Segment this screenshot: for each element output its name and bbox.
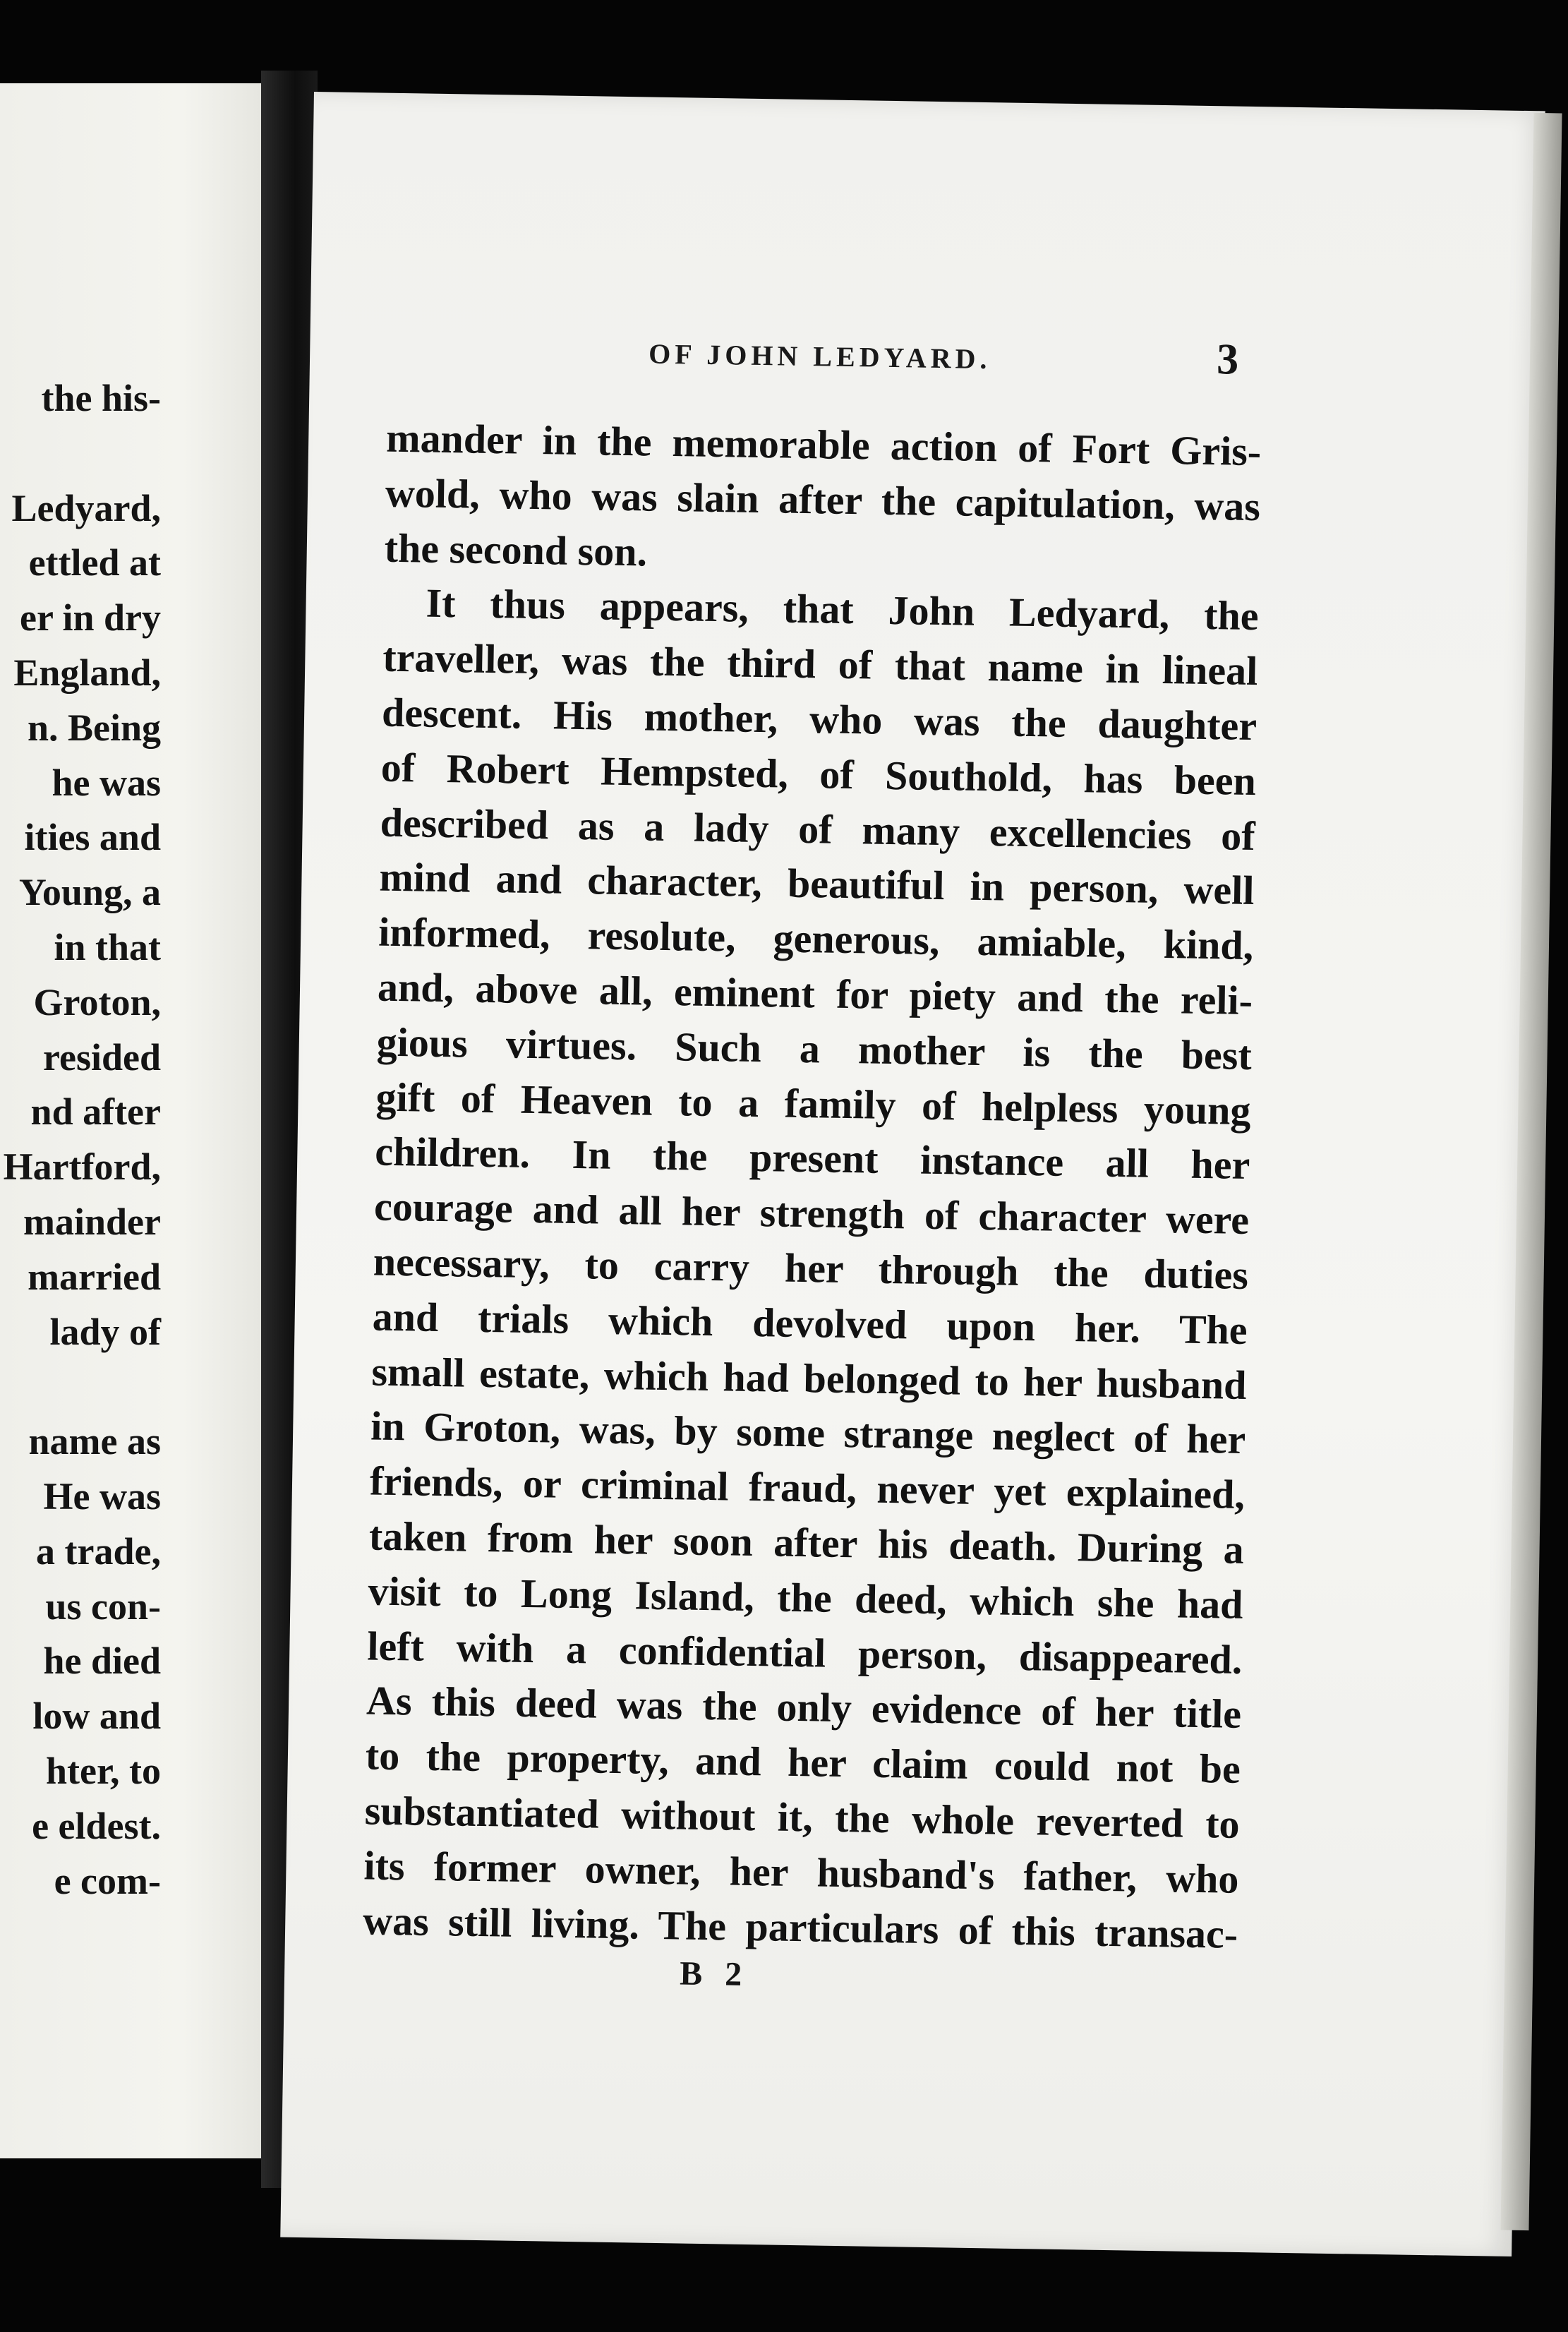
- left-line: low and: [32, 1695, 161, 1738]
- page-number: 3: [1216, 335, 1239, 384]
- left-line: hter, to: [46, 1749, 161, 1792]
- signature-mark: B 2: [679, 1954, 749, 1994]
- text-line: gift of Heaven to a family of helpless young: [375, 1074, 1252, 1134]
- left-line: name as: [28, 1420, 161, 1463]
- text-line: substantiated without it, the whole reverted to: [364, 1787, 1241, 1847]
- left-line: resided: [42, 1035, 161, 1078]
- left-line: England,: [13, 651, 161, 694]
- text-line: and, above all, eminent for piety and the reli-: [377, 963, 1253, 1024]
- text-line: informed, resolute, generous, amiable, kind,: [378, 908, 1254, 969]
- left-line: Hartford,: [3, 1146, 161, 1189]
- text-line: mind and character, beautiful in person, well: [379, 853, 1255, 914]
- left-line: a trade,: [36, 1529, 161, 1573]
- text-line: was still living. The particulars of this transac-: [362, 1897, 1238, 1957]
- text-line: and trials which devolved upon her. The: [372, 1293, 1248, 1353]
- left-line: n. Being: [27, 706, 161, 749]
- text-line: descent. His mother, who was the daughter: [381, 689, 1258, 750]
- right-page: [280, 92, 1545, 2256]
- text-line: It thus appears, that John Ledyard, the: [426, 579, 1260, 639]
- left-page: [0, 83, 261, 2158]
- left-line: the his-: [41, 377, 161, 419]
- left-line: e com-: [54, 1859, 161, 1902]
- text-line: its former owner, her husband's father, who: [363, 1842, 1239, 1902]
- left-line: Ledyard,: [11, 486, 161, 529]
- text-line: of Robert Hempsted, of Southold, has been: [380, 744, 1257, 804]
- left-line: he was: [52, 761, 161, 804]
- text-line: the second son.: [384, 524, 648, 575]
- left-line: Groton,: [33, 980, 161, 1023]
- text-line: As this deed was the only evidence of her title: [366, 1677, 1242, 1738]
- text-line: mander in the memorable action of Fort Gris-: [385, 414, 1262, 475]
- text-line: traveller, was the third of that name in lineal: [382, 634, 1258, 695]
- text-line: gious virtues. Such a mother is the best: [376, 1018, 1253, 1078]
- text-line: visit to Long Island, the deed, which she had: [368, 1568, 1244, 1628]
- left-line: nd after: [30, 1090, 161, 1134]
- left-line: us con-: [45, 1585, 161, 1628]
- text-line: small estate, which had belonged to her husband: [371, 1348, 1247, 1408]
- left-line: Young, a: [18, 871, 161, 914]
- left-page-text: [0, 371, 161, 1909]
- text-line: courage and all her strength of character were: [373, 1183, 1250, 1244]
- text-line: wold, who was slain after the capitulation, was: [385, 469, 1261, 529]
- left-line: ities and: [24, 816, 161, 859]
- left-line: he died: [43, 1640, 161, 1683]
- text-line: necessary, to carry her through the duties: [373, 1238, 1249, 1298]
- text-line: friends, or criminal fraud, never yet explained,: [369, 1458, 1246, 1518]
- left-line: [0, 1359, 161, 1414]
- left-line: [0, 426, 161, 481]
- left-line: mainder: [23, 1200, 161, 1243]
- text-line: children. In the present instance all her: [374, 1128, 1250, 1189]
- text-line: to the property, and her claim could not be: [365, 1732, 1241, 1793]
- text-line: described as a lady of many excellencies of: [380, 799, 1256, 859]
- left-line: in that: [54, 925, 161, 968]
- left-line: ettled at: [28, 541, 161, 584]
- left-line: er in dry: [20, 596, 161, 639]
- left-line: lady of: [49, 1310, 161, 1353]
- body-text: [363, 411, 1262, 1962]
- left-line: e eldest.: [32, 1804, 161, 1847]
- running-head: OF JOHN LEDYARD.: [648, 337, 991, 375]
- text-line: taken from her soon after his death. During a: [368, 1513, 1245, 1573]
- left-line: He was: [43, 1474, 161, 1517]
- text-line: in Groton, was, by some strange neglect of her: [370, 1402, 1246, 1463]
- left-line: married: [28, 1255, 161, 1298]
- text-line: left with a confidential person, disappeared.: [366, 1622, 1243, 1683]
